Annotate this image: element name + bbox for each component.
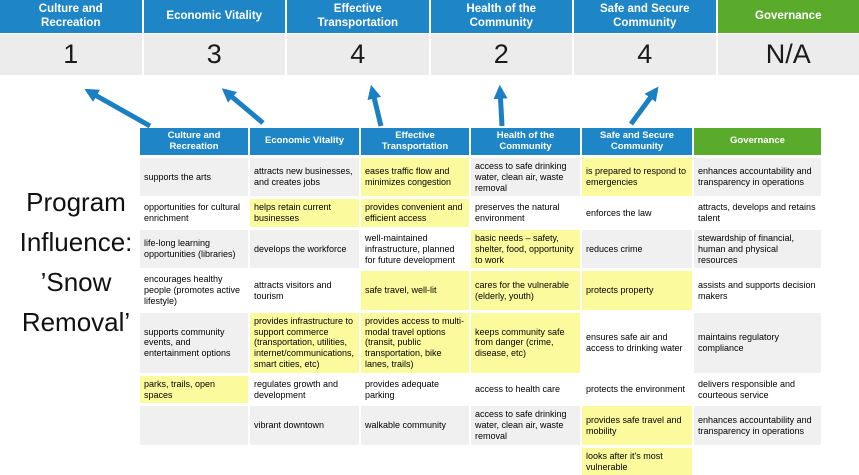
matrix-cell-r8c6 [694, 448, 821, 475]
matrix-header-5: Safe and Secure Community [582, 128, 692, 155]
matrix-cell-r4c3: safe travel, well-lit [361, 271, 469, 309]
matrix-cell-r3c3: well-maintained infrastructure, planned for future development [361, 230, 469, 268]
matrix-cell-r4c6: assists and supports decision makers [694, 271, 821, 309]
priority-header-governance: Governance [718, 0, 859, 33]
matrix-cell-r3c6: stewardship of financial, human and physical resources [694, 230, 821, 268]
matrix-cell-r4c1: encourages healthy people (promotes active lifestyle) [140, 271, 248, 309]
matrix-cell-r5c5: ensures safe air and access to drinking water [582, 313, 692, 373]
score-health: 2 [431, 34, 573, 75]
matrix-cell-r2c1: opportunities for cultural enrichment [140, 199, 248, 227]
matrix-cell-r6c4: access to health care [471, 376, 580, 404]
arrow-economic-icon [225, 91, 263, 123]
program-influence-title [0, 182, 152, 342]
matrix-cell-r8c3 [361, 448, 469, 475]
matrix-cell-r4c4: cares for the vulnerable (elderly, youth) [471, 271, 580, 309]
matrix-cell-r6c3: provides adequate parking [361, 376, 469, 404]
matrix-cell-r2c4: preserves the natural environment [471, 199, 580, 227]
matrix-cell-r6c6: delivers responsible and courteous service [694, 376, 821, 404]
matrix-cell-r1c6: enhances accountability and transparency in operations [694, 158, 821, 196]
arrow-health-icon [500, 89, 502, 126]
matrix-cell-r5c4: keeps community safe from danger (crime, disease, etc) [471, 313, 580, 373]
matrix-cell-r1c3: eases traffic flow and minimizes congestion [361, 158, 469, 196]
matrix-cell-r8c1 [140, 448, 248, 475]
arrow-transportation-icon [372, 89, 381, 126]
matrix-cell-r4c5: protects property [582, 271, 692, 309]
matrix-cell-r5c2: provides infrastructure to support commerce (transportation, utilities, internet/communications, smart cities, etc) [250, 313, 359, 373]
matrix-header-1: Culture and Recreation [140, 128, 248, 155]
matrix-cell-r1c5: is prepared to respond to emergencies [582, 158, 692, 196]
matrix-cell-r3c1: life-long learning opportunities (libraries) [140, 230, 248, 268]
matrix-header-3: Effective Transportation [361, 128, 469, 155]
priority-header-economic: Economic Vitality [144, 0, 286, 33]
program-title-line: ’Snow [0, 262, 152, 302]
matrix-cell-r5c1: supports community events, and entertainment options [140, 313, 248, 373]
matrix-cell-r5c3: provides access to multi-modal travel options (transit, public transportation, bike lanes, trails) [361, 313, 469, 373]
matrix-cell-r6c5: protects the environment [582, 376, 692, 404]
matrix-cell-r6c2: regulates growth and development [250, 376, 359, 404]
score-economic: 3 [144, 34, 286, 75]
matrix-cell-r2c6: attracts, develops and retains talent [694, 199, 821, 227]
program-title-line: Influence: [0, 222, 152, 262]
priority-header-health: Health of the Community [431, 0, 573, 33]
matrix-cell-r6c1: parks, trails, open spaces [140, 376, 248, 404]
priority-score-header [0, 0, 859, 75]
score-transportation: 4 [287, 34, 429, 75]
matrix-header-2: Economic Vitality [250, 128, 359, 155]
matrix-cell-r3c2: develops the workforce [250, 230, 359, 268]
matrix-cell-r2c2: helps retain current businesses [250, 199, 359, 227]
matrix-cell-r1c4: access to safe drinking water, clean air, waste removal [471, 158, 580, 196]
arrow-safe-icon [631, 90, 656, 124]
arrow-culture-icon [88, 91, 150, 126]
matrix-header-6: Governance [694, 128, 821, 155]
score-governance: N/A [718, 34, 859, 75]
matrix-cell-r2c3: provides convenient and efficient access [361, 199, 469, 227]
score-safe: 4 [574, 34, 716, 75]
program-title-line: Program [0, 182, 152, 222]
matrix-cell-r2c5: enforces the law [582, 199, 692, 227]
score-culture: 1 [0, 34, 142, 75]
matrix-cell-r7c3: walkable community [361, 406, 469, 444]
matrix-cell-r7c4: access to safe drinking water, clean air, waste removal [471, 406, 580, 444]
matrix-header-4: Health of the Community [471, 128, 580, 155]
matrix-cell-r5c6: maintains regulatory compliance [694, 313, 821, 373]
matrix-cell-r3c5: reduces crime [582, 230, 692, 268]
matrix-cell-r1c1: supports the arts [140, 158, 248, 196]
matrix-cell-r7c5: provides safe travel and mobility [582, 406, 692, 444]
priority-matrix-table [140, 128, 823, 475]
matrix-cell-r3c4: basic needs – safety, shelter, food, opportunity to work [471, 230, 580, 268]
priority-header-culture: Culture and Recreation [0, 0, 142, 33]
matrix-cell-r4c2: attracts visitors and tourism [250, 271, 359, 309]
program-title-line: Removal’ [0, 302, 152, 342]
matrix-cell-r1c2: attracts new businesses, and creates jobs [250, 158, 359, 196]
influence-arrows [0, 74, 859, 130]
matrix-cell-r8c2 [250, 448, 359, 475]
priority-header-safe: Safe and Secure Community [574, 0, 716, 33]
matrix-cell-r8c5: looks after it's most vulnerable [582, 448, 692, 475]
matrix-cell-r8c4 [471, 448, 580, 475]
priority-header-transportation: Effective Transportation [287, 0, 429, 33]
matrix-cell-r7c2: vibrant downtown [250, 406, 359, 444]
matrix-cell-r7c6: enhances accountability and transparency in operations [694, 406, 821, 444]
matrix-cell-r7c1 [140, 406, 248, 444]
